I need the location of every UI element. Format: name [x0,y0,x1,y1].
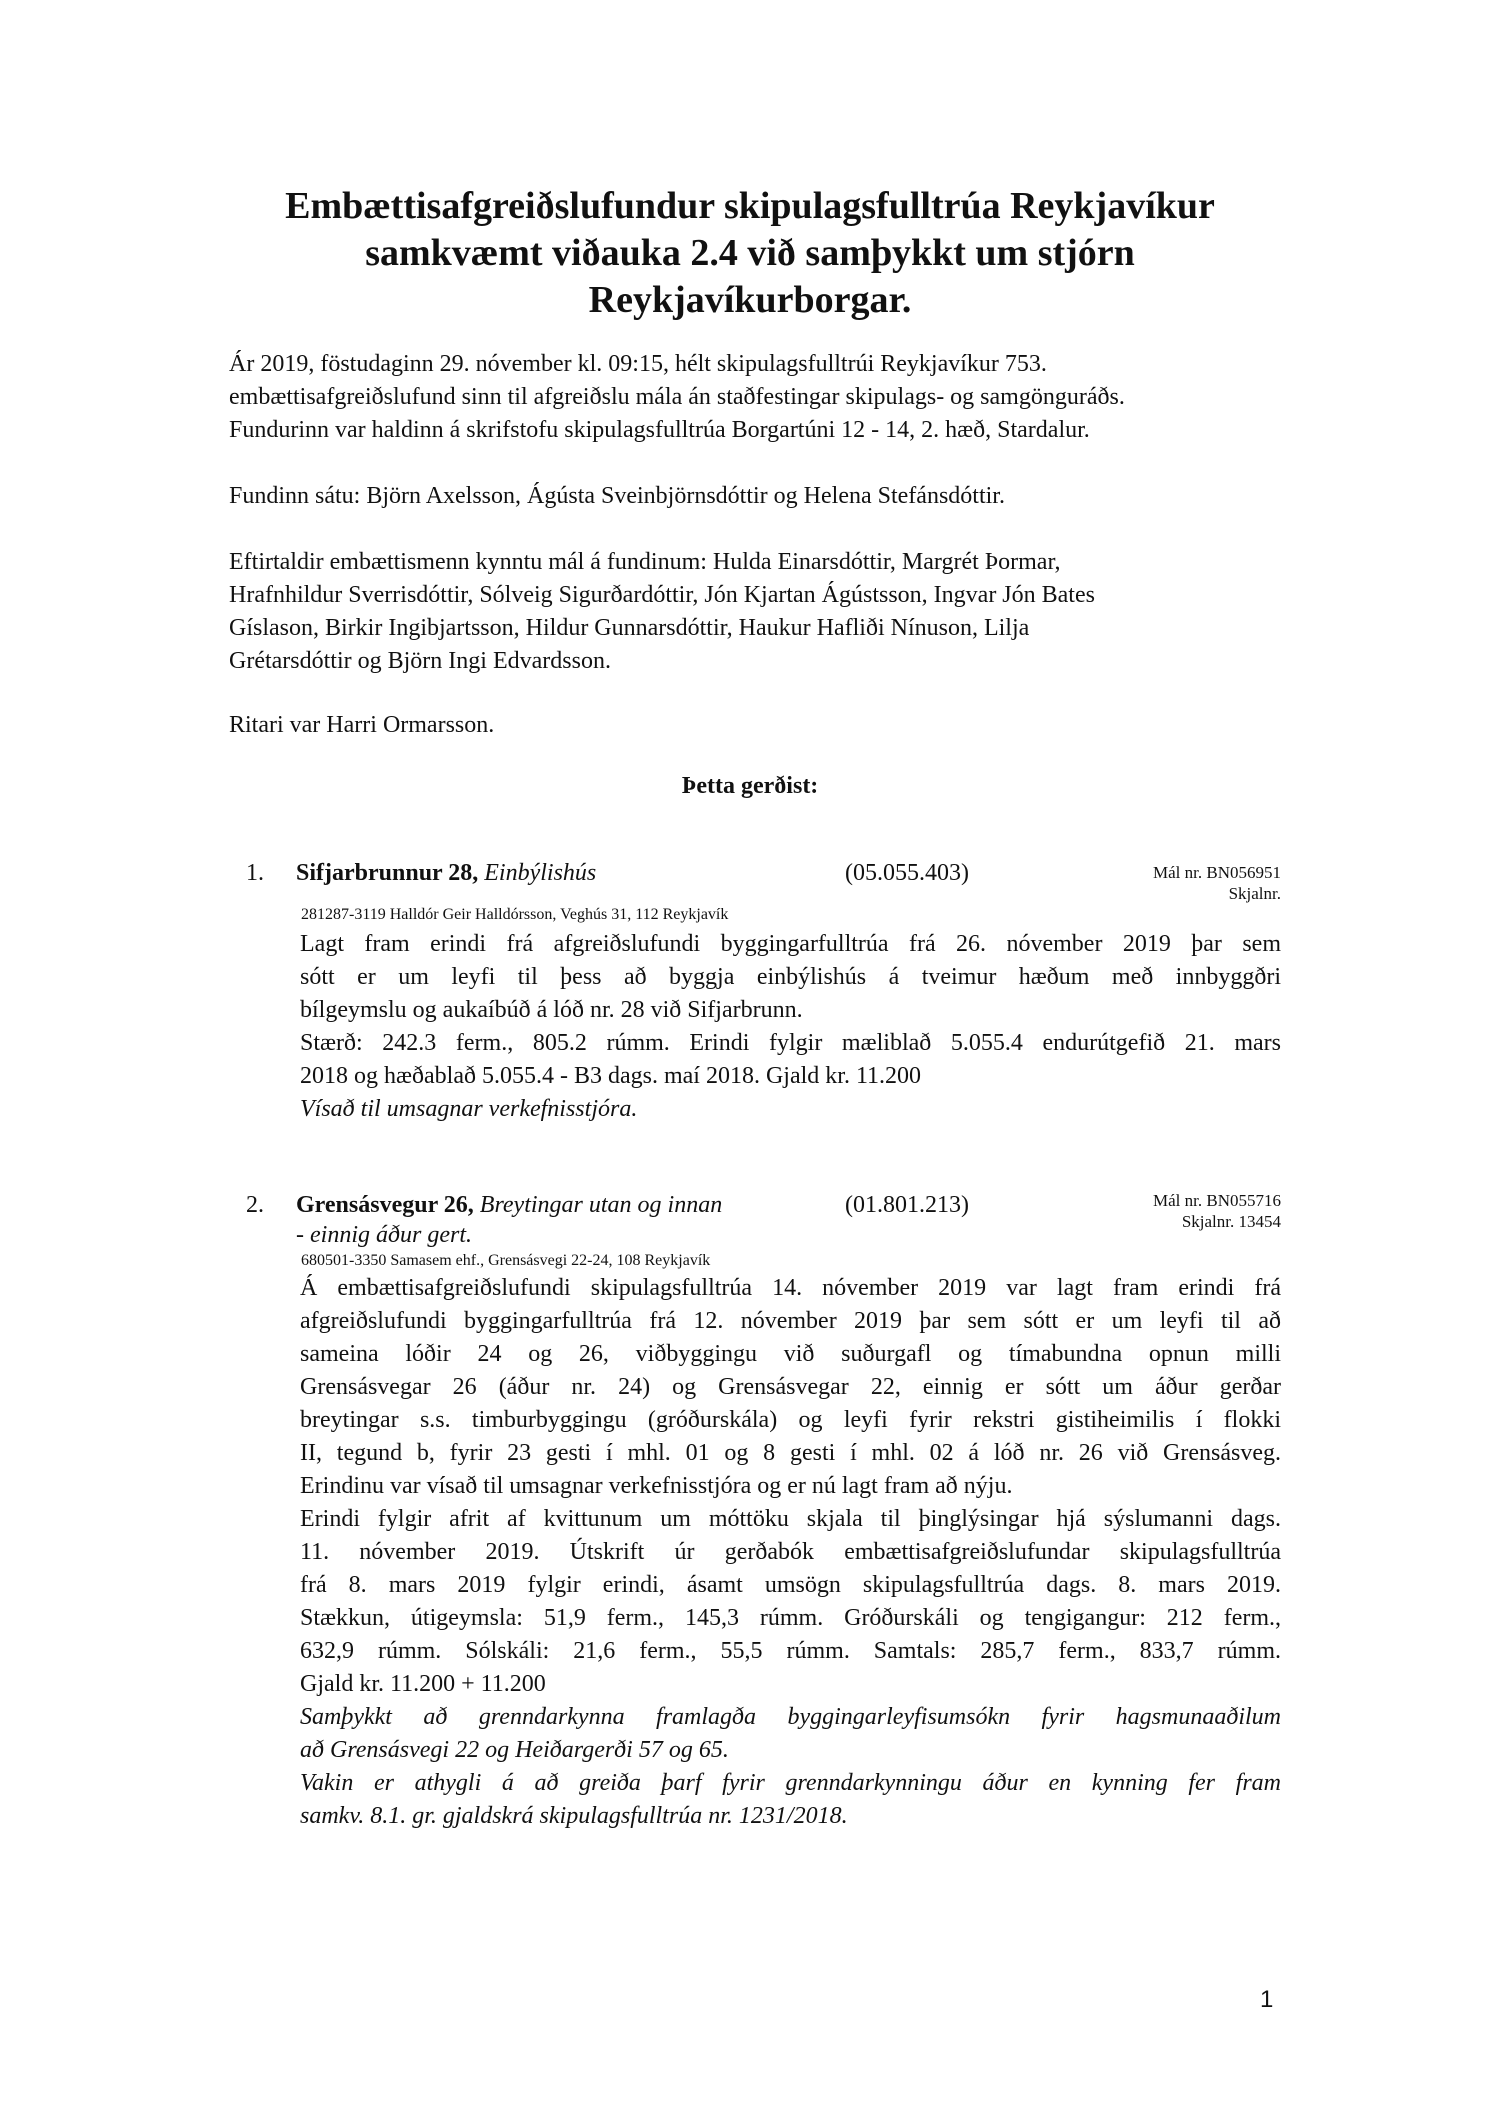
intro-line: Fundurinn var haldinn á skrifstofu skipulagsfulltrúa Borgartúni 12 - 14, 2. hæð, Stardalur. [229,417,1090,443]
attendees-paragraph [229,480,1289,513]
body-line: 632,9 rúmm. Sólskáli: 21,6 ferm., 55,5 rúmm. Samtals: 285,7 ferm., 833,7 rúmm. [300,1638,1281,1664]
title-line: samkvæmt viðauka 2.4 við samþykkt um stjórn [365,232,1135,274]
body-line: Erindi fylgir afrit af kvittunum um móttöku skjala til þinglýsingar hjá sýslumanni dags. [300,1506,1281,1532]
item-title [296,1190,722,1250]
intro-line: Ár 2019, föstudaginn 29. nóvember kl. 09:15, hélt skipulagsfulltrúi Reykjavíkur 753. [229,351,1047,377]
secretary-line: Ritari var Harri Ormarsson. [229,712,495,738]
body-line: II, tegund b, fyrir 23 gesti í mhl. 01 og 8 gesti í mhl. 02 á lóð nr. 26 við Grensásveg. [300,1440,1281,1466]
body-line: Grensásvegar 26 (áður nr. 24) og Grensásvegar 22, einnig er sótt um áður gerðar [300,1374,1281,1400]
body-line: frá 8. mars 2019 fylgir erindi, ásamt umsögn skipulagsfulltrúa dags. 8. mars 2019. [300,1572,1281,1598]
intro-line: embættisafgreiðslufund sinn til afgreiðslu mála án staðfestingar skipulags- og samgönguráðs. [229,384,1125,410]
body-line: breytingar s.s. timburbyggingu (gróðurskála) og leyfi fyrir rekstri gistiheimilis í flokki [300,1407,1281,1433]
item-type: Einbýlishús [484,860,597,886]
body-line: sameina lóðir 24 og 26, viðbyggingu við suðurgafl og tímabundna opnun milli [300,1341,1281,1367]
attendees-line: Fundinn sátu: Björn Axelsson, Ágústa Sveinbjörnsdóttir og Helena Stefánsdóttir. [229,483,1005,509]
body-line: afgreiðslufundi byggingarfulltrúa frá 12. nóvember 2019 þar sem sótt er um leyfi til að [300,1308,1281,1334]
item-type: Breytingar utan og innan [479,1192,723,1218]
item-applicant: 680501-3350 Samasem ehf., Grensásvegi 22-24, 108 Reykjavík [301,1252,711,1269]
title-line: Reykjavíkurborgar. [588,279,912,321]
decision-line: að Grensásvegi 22 og Heiðargerði 57 og 65. [300,1737,729,1763]
item-document-number: Skjalnr. [1228,884,1281,903]
body-line: 11. nóvember 2019. Útskrift úr gerðabók embættisafgreiðslufundar skipulagsfulltrúa [300,1539,1281,1565]
item-land-number: (05.055.403) [845,860,969,886]
officials-paragraph [229,546,1289,678]
item-address: Grensásvegur 26, [296,1192,474,1218]
item-title [296,858,596,888]
item-body [300,928,1281,1126]
item-applicant: 281287-3119 Halldór Geir Halldórsson, Veghús 31, 112 Reykjavík [301,906,729,923]
item-case-number: Mál nr. BN055716 [1153,1191,1281,1210]
officials-line: Grétarsdóttir og Björn Ingi Edvardsson. [229,648,611,674]
officials-line: Hrafnhildur Sverrisdóttir, Sólveig Sigurðardóttir, Jón Kjartan Ágústsson, Ingvar Jón Bates [229,582,1095,608]
body-line: Á embættisafgreiðslufundi skipulagsfulltrúa 14. nóvember 2019 var lagt fram erindi frá [300,1275,1281,1301]
page-number: 1 [1260,1986,1274,2013]
body-line: bílgeymslu og aukaíbúð á lóð nr. 28 við Sifjarbrunn. [300,997,803,1023]
body-line: sótt er um leyfi til þess að byggja einbýlishús á tveimur hæðum með innbyggðri [300,964,1281,990]
item-reference [1153,1190,1281,1232]
body-line: 2018 og hæðablað 5.055.4 - B3 dags. maí 2018. Gjald kr. 11.200 [300,1063,922,1089]
item-case-number: Mál nr. BN056951 [1153,863,1281,882]
section-heading: Þetta gerðist: [681,773,819,799]
title-line: Embættisafgreiðslufundur skipulagsfulltrúa Reykjavíkur [285,185,1215,227]
intro-paragraph [229,348,1289,447]
officials-line: Eftirtaldir embættismenn kynntu mál á fundinum: Hulda Einarsdóttir, Margrét Þormar, [229,549,1061,575]
decision-line: Samþykkt að grenndarkynna framlagða byggingarleyfisumsókn fyrir hagsmunaaðilum [300,1704,1281,1730]
item-number: 2. [246,1192,264,1218]
item-type-continuation: - einnig áður gert. [296,1222,472,1248]
item-address: Sifjarbrunnur 28, [296,860,479,886]
item-document-number: Skjalnr. 13454 [1181,1212,1281,1231]
body-line: Gjald kr. 11.200 + 11.200 [300,1671,546,1697]
body-line: Lagt fram erindi frá afgreiðslufundi byggingarfulltrúa frá 26. nóvember 2019 þar sem [300,931,1281,957]
decision-line: Vakin er athygli á að greiða þarf fyrir grenndarkynningu áður en kynning fer fram [300,1770,1281,1796]
body-line: Stærð: 242.3 ferm., 805.2 rúmm. Erindi fylgir mæliblað 5.055.4 endurútgefið 21. mars [300,1030,1281,1056]
officials-line: Gíslason, Birkir Ingibjartsson, Hildur Gunnarsdóttir, Haukur Hafliði Nínuson, Lilja [229,615,1030,641]
item-body [300,1272,1281,1833]
item-land-number: (01.801.213) [845,1192,969,1218]
decision-line: samkv. 8.1. gr. gjaldskrá skipulagsfulltrúa nr. 1231/2018. [300,1803,848,1829]
item-reference [1153,862,1281,904]
secretary-paragraph [229,709,1289,742]
body-line: Erindinu var vísað til umsagnar verkefnisstjóra og er nú lagt fram að nýju. [300,1473,1013,1499]
body-line: Stækkun, útigeymsla: 51,9 ferm., 145,3 rúmm. Gróðurskáli og tengigangur: 212 ferm., [300,1605,1281,1631]
document-title [230,183,1270,324]
item-number: 1. [246,860,264,886]
decision-line: Vísað til umsagnar verkefnisstjóra. [300,1096,638,1122]
